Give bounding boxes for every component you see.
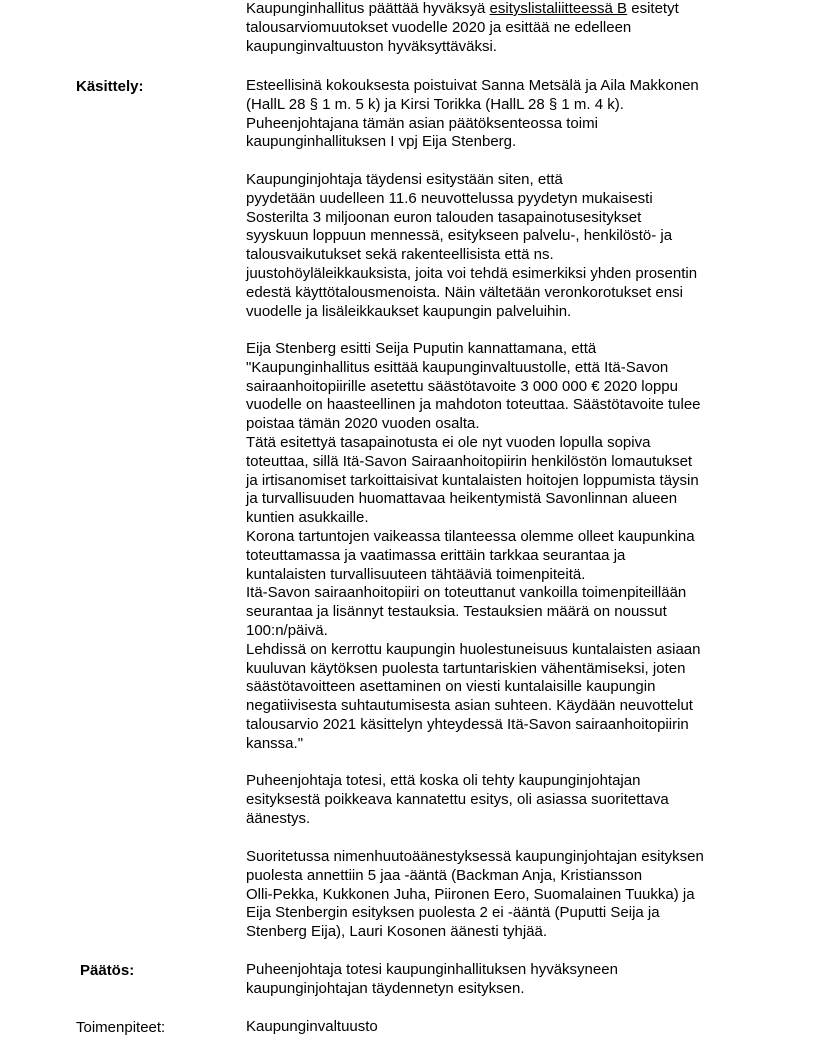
intro-line [246, 0, 746, 19]
intro-paragraph [246, 0, 746, 56]
text-line: Lehdissä on kerrottu kaupungin huolestuneisuus kuntalaisten asiaan [246, 640, 701, 658]
text-line: Suoritetussa nimenhuutoäänestyksessä kaupunginjohtajan esityksen [246, 848, 704, 865]
intro-line: talousarviomuutokset vuodelle 2020 ja esittää ne edelleen [246, 18, 632, 36]
text-line: kuntien asukkaille. [246, 509, 369, 527]
text-line: säästötavoitteen asettaminen on viesti kuntalaisille kaupungin [246, 678, 656, 696]
text-line: Stenberg Eija), Lauri Kosonen äänesti tyhjää. [246, 923, 548, 941]
text-line: vuodelle ja lisäleikkaukset kaupungin palveluihin. [246, 302, 572, 320]
text-line: toteuttaa, sillä Itä-Savon Sairaanhoitopiirin henkilöstön lomautukset [246, 452, 693, 470]
text-line: edestä käyttötalousmenoista. Näin vältetään veronkorotukset ensi [246, 283, 683, 301]
text-line: äänestys. [246, 809, 311, 827]
text-line: Puheenjohtaja totesi kaupunginhallituksen hyväksyneen [246, 961, 618, 978]
text-line: Eija Stenberg esitti Seija Puputin kannattamana, että [246, 340, 597, 357]
text-line: juustohöyläleikkauksista, joita voi tehdä esimerkiksi yhden prosentin [246, 264, 698, 282]
text-line: Tätä esitettyä tasapainotusta ei ole nyt vuoden lopulla sopiva [246, 433, 651, 451]
text-line: 100:n/päivä. [246, 621, 328, 639]
text-line: seurantaa ja lisännyt testauksia. Testauksien määrä on noussut [246, 603, 667, 621]
text-line: vuodelle on haasteellinen ja mahdoton toteuttaa. Säästötavoite tulee [246, 396, 701, 414]
text-line: pyydetään uudelleen 11.6 neuvottelussa pyydetyn mukaisesti [246, 189, 653, 207]
kasittely-paragraph-5 [246, 848, 746, 942]
toimenpiteet-value: Kaupunginvaltuusto [246, 1018, 378, 1035]
text-line: esityksestä poikkeava kannatettu esitys, oli asiassa suoritettava [246, 790, 669, 808]
text-line: negatiivisesta suhtautumisesta asian suhteen. Käydään neuvottelut [246, 697, 693, 715]
text-line: Olli-Pekka, Kukkonen Juha, Piironen Eero, Suomalainen Tuukka) ja [246, 885, 695, 903]
attachment-link[interactable]: esityslistaliitteessä B [489, 0, 628, 17]
text-line: (HallL 28 § 1 m. 5 k) ja Kirsi Torikka (HallL 28 § 1 m. 4 k). [246, 95, 624, 113]
text-line: Itä-Savon sairaanhoitopiiri on toteuttanut vankoilla toimenpiteillään [246, 584, 687, 602]
text-line: talousarvio 2021 käsittelyn yhteydessä Itä-Savon sairaanhoitopiirin [246, 715, 689, 733]
text-line: Kaupunginjohtaja täydensi esitystään siten, että [246, 171, 563, 188]
text-line: Eija Stenbergin esityksen puolesta 2 ei -ääntä (Puputti Seija ja [246, 904, 660, 922]
kasittely-paragraph-4 [246, 772, 746, 828]
text-line: ja irtisanomiset tarkoittaisivat kuntalaisten hoitojen loppumista täysin [246, 471, 699, 489]
intro-text: Kaupunginhallitus päättää hyväksyä [246, 0, 490, 17]
text-line: Puheenjohtaja totesi, että koska oli tehty kaupunginjohtajan [246, 772, 641, 789]
text-line: kuuluvan käytöksen puolesta tartuntariskien vähentämiseksi, joten [246, 659, 686, 677]
text-line: kanssa." [246, 734, 304, 752]
paatos-paragraph [246, 961, 746, 999]
text-line: talousvaikutukset sekä rakenteellisista että ns. [246, 246, 554, 264]
text-line: syyskuun loppuun mennessä, esitykseen palvelu-, henkilöstö- ja [246, 227, 673, 245]
text-line: toteuttamassa ja vaatimassa erittäin tarkkaa seurantaa ja [246, 546, 626, 564]
toimenpiteet-label: Toimenpiteet: [76, 1019, 166, 1036]
text-line: poistaa tämän 2020 vuoden osalta. [246, 415, 480, 433]
kasittely-label: Käsittely: [76, 78, 144, 95]
text-line: sairaanhoitopiirille asetettu säästötavoite 3 000 000 € 2020 loppu [246, 377, 678, 395]
text-line: Puheenjohtajana tämän asian päätöksenteossa toimi [246, 114, 598, 132]
text-line: Sosterilta 3 miljoonan euron talouden tasapainotusesitykset [246, 208, 642, 226]
text-line: kaupunginhallituksen I vpj Eija Stenberg. [246, 133, 517, 151]
text-line: kuntalaisten turvallisuuteen tähtääviä toimenpiteitä. [246, 565, 586, 583]
kasittely-paragraph-2 [246, 171, 746, 321]
text-line: Esteellisinä kokouksesta poistuivat Sanna Metsälä ja Aila Makkonen [246, 77, 699, 94]
kasittely-paragraph-3 [246, 340, 746, 754]
text-line: ja turvallisuuden huomattavaa heikentymistä Savonlinnan alueen [246, 490, 678, 508]
text-line: puolesta annettiin 5 jaa -ääntä (Backman Anja, Kristiansson [246, 866, 643, 884]
text-line: "Kaupunginhallitus esittää kaupunginvaltuustolle, että Itä-Savon [246, 358, 669, 376]
paatos-label: Päätös: [80, 962, 135, 979]
kasittely-paragraph-1 [246, 77, 746, 152]
intro-line: kaupunginvaltuuston hyväksyttäväksi. [246, 37, 497, 55]
text-line: Korona tartuntojen vaikeassa tilanteessa olemme olleet kaupunkina [246, 527, 695, 545]
text-line: kaupunginjohtajan täydennetyn esityksen. [246, 979, 525, 997]
intro-text: esitetyt [627, 0, 679, 17]
